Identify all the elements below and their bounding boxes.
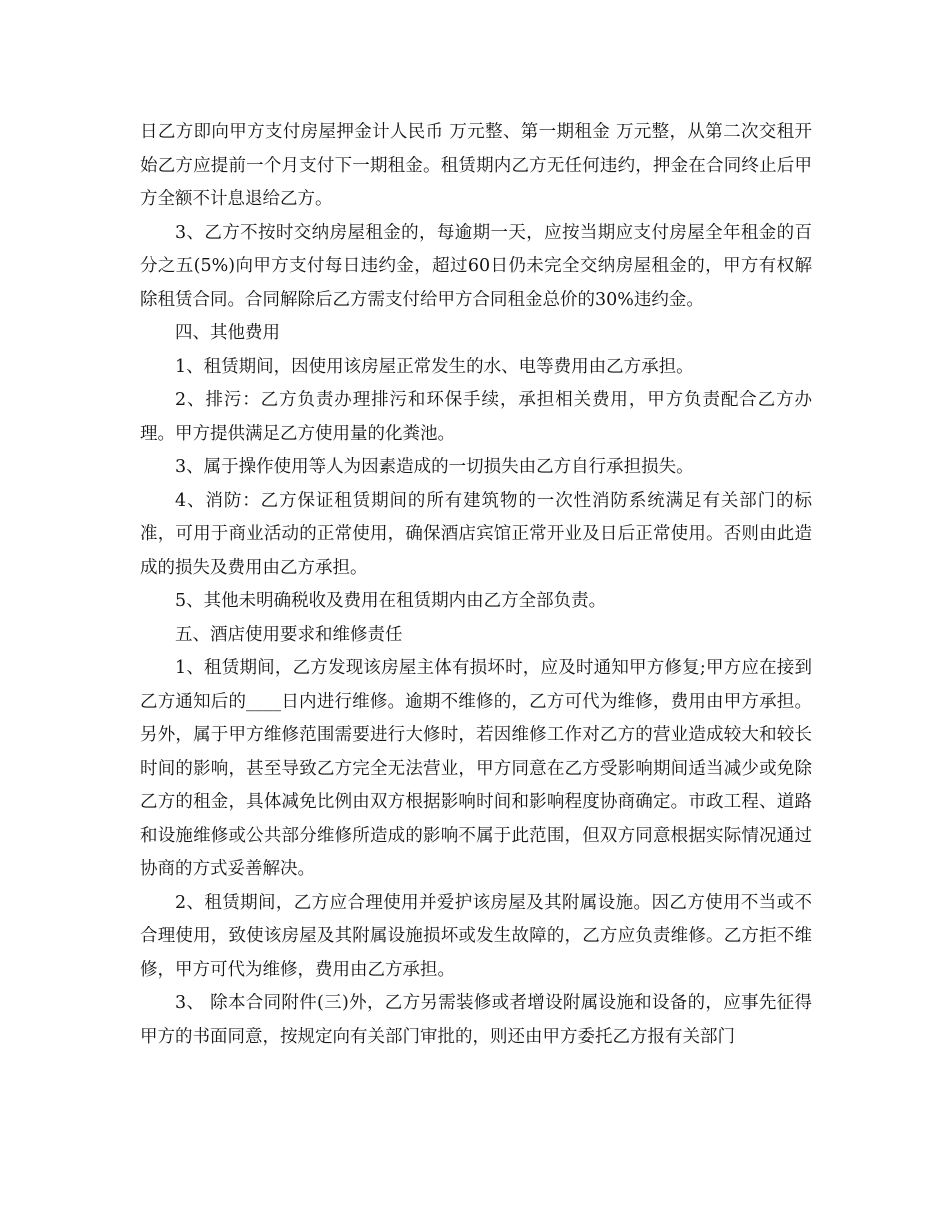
paragraph-sewage: 2、排污：乙方负责办理排污和环保手续，承担相关费用，甲方负责配合乙方办理。甲方提供满足乙方使用量的化粪池。 <box>140 390 812 444</box>
paragraph-deposit-payment: 日乙方即向甲方支付房屋押金计人民币 万元整、第一期租金 万元整，从第二次交租开始乙方应提前一个月支付下一期租金。租赁期内乙方无任何违约，押金在合同终止后甲方全额不计息退给乙方。 <box>140 122 812 209</box>
document-body <box>140 116 812 1054</box>
paragraph-fire-safety: 4、消防：乙方保证租赁期间的所有建筑物的一次性消防系统满足有关部门的标准，可用于商业活动的正常使用，确保酒店宾馆正常开业及日后正常使用。否则由此造成的损失及费用由乙方承担。 <box>140 490 812 578</box>
paragraph-late-rent-penalty: 3、乙方不按时交纳房屋租金的，每逾期一天，应按当期应支付房屋全年租金的百分之五(5%)向甲方支付每日违约金，超过60日仍未完全交纳房屋租金的，甲方有权解除租赁合同。合同解除后乙方需支付给甲方合同租金总价的30%违约金。 <box>140 222 812 310</box>
section-heading-other-fees: 四、其他费用 <box>175 323 280 343</box>
paragraph-proper-use: 2、租赁期间，乙方应合理使用并爱护该房屋及其附属设施。因乙方使用不当或不合理使用，致使该房屋及其附属设施损坏或发生故障的，乙方应负责维修。乙方拒不维修，甲方可代为维修，费用由乙方承担。 <box>140 892 812 980</box>
paragraph-structural-repair: 1、租赁期间，乙方发现该房屋主体有损坏时，应及时通知甲方修复;甲方应在接到乙方通知后的____日内进行维修。逾期不维修的，乙方可代为维修，费用由甲方承担。另外，属于甲方维修范围需要进行大修时，若因维修工作对乙方的营业造成较大和较长时间的影响，甚至导致乙方完全无法营业，甲方同意在乙方受影响期间适当减少或免除乙方的租金，具体减免比例由双方根据影响时间和影响程度协商确定。市政工程、道路和设施维修或公共部分维修所造成的影响不属于此范围，但双方同意根据实际情况通过协商的方式妥善解决。 <box>140 658 812 879</box>
paragraph-taxes: 5、其他未明确税收及费用在租赁期内由乙方全部负责。 <box>175 591 607 611</box>
section-heading-maintenance: 五、酒店使用要求和维修责任 <box>175 624 403 645</box>
paragraph-human-loss: 3、属于操作使用等人为因素造成的一切损失由乙方自行承担损失。 <box>175 457 694 477</box>
paragraph-renovation: 3、 除本合同附件(三)外，乙方另需装修或者增设附属设施和设备的，应事先征得甲方的书面同意，按规定向有关部门审批的，则还由甲方委托乙方报有关部门 <box>140 993 812 1047</box>
paragraph-utilities: 1、租赁期间，因使用该房屋正常发生的水、电等费用由乙方承担。 <box>175 356 694 377</box>
